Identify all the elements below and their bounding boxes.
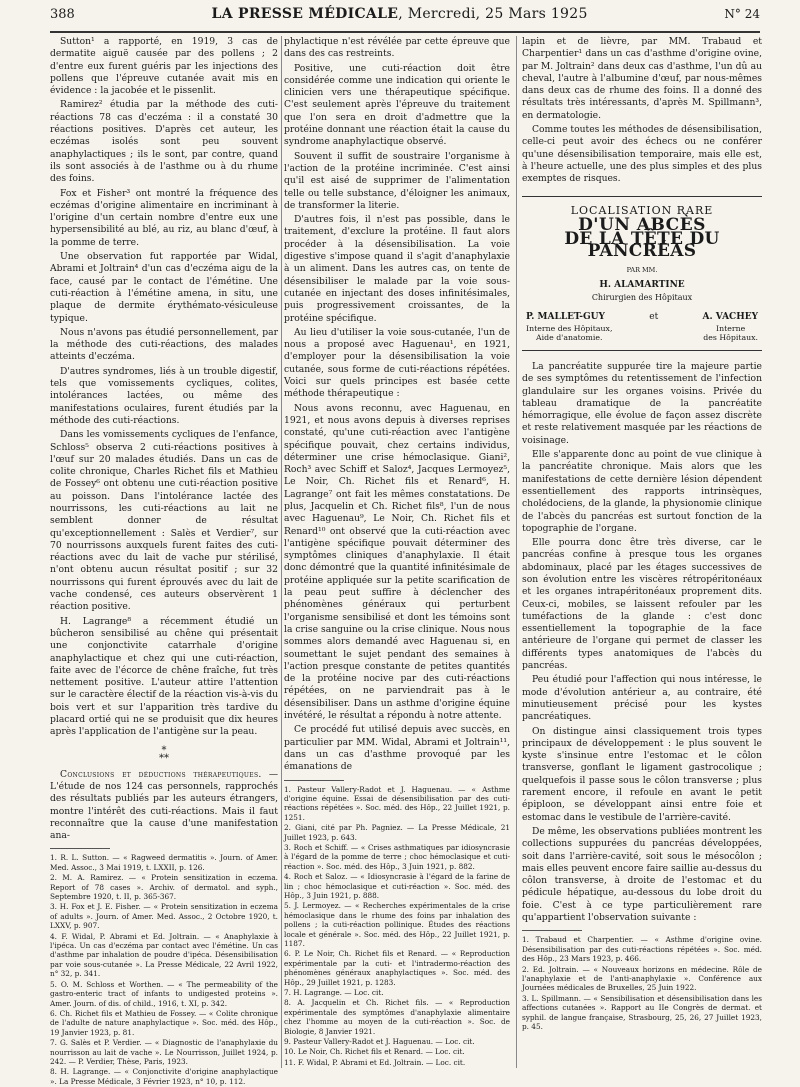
footnote: 5. O. M. Schloss et Worthen. — « The permeability of the gastro-enteric tract of infants to undigested proteins ». Amer. Journ. of dis. of child., 1916, t. XI, p. 342.: [50, 979, 278, 1008]
footnote: 7. G. Salès et P. Verdier. — « Diagnostic de l'anaphylaxie du nourrisson au lait de vache ». Le Nourrisson, Juillet 1924, p. 242. — P. Verdier, Thèse, Paris, 1923.: [50, 1038, 278, 1066]
issue-date: , Mercredi, 25 Mars 1925: [398, 6, 588, 22]
footnote-separator: [50, 848, 110, 849]
issue-number: N° 24: [724, 7, 760, 21]
footnote: 4. Roch et Saloz. — « Idiosyncrasie à l'égard de la farine de lin ; choc hémoclasique et cuti-réaction ». Soc. méd. des Hôp., 3 Juin 1921, p. 888.: [284, 872, 510, 900]
paragraph: Elle s'apparente donc au point de vue clinique à la pancréatite chronique. Mais alors que les manifestations de cette dernière lésion dépendent essentiellement des rapports intrinsèques, cholédociens, de la glande, la physionomie clinique de l'abcès du pancréas est surtout fonction de la topographie de l'organe.: [522, 449, 762, 534]
footnote-separator: [522, 930, 582, 931]
page-number: 388: [50, 7, 75, 22]
paragraph: On distingue ainsi classiquement trois types principaux de développement : le plus souvent le kyste s'insinue entre l'estomac et le côlon transverse, gonflant le ligament gastrocolique ; quelquefois il passe sous le côlon transverse ; plus rarement encore, il refoule en avant le petit épiploon, se développant ainsi entre foie et estomac dans le vestibule de l'arrière-cavité.: [522, 725, 762, 823]
paragraph: Souvent il suffit de soustraire l'organisme à l'action de la protéine incriminée. C'est ainsi qu'il est aisé de supprimer de l'alimentation telle ou telle substance, d'éloigner les animaux, de transformer la literie.: [284, 150, 510, 211]
paragraph: Ramirez² étudia par la méthode des cuti-réactions 78 cas d'eczéma : il a constaté 30 réactions positives. D'après cet auteur, les eczémas isolés sont peu souvent anaphylactiques ; ils le sont, par contre, quand ils sont associés à de l'asthme ou à du rhume des foins.: [50, 99, 278, 185]
paragraph: Fox et Fisher³ ont montré la fréquence des eczémas d'origine alimentaire en incriminant à l'origine d'un certain nombre d'entre eux une hypersensibilité au blé, au riz, au blanc d'œuf, à la pomme de terre.: [50, 187, 278, 248]
author-conjunction: et: [649, 311, 659, 322]
article-title-line-2: DE LA TÊTE DU PANCRÉAS: [564, 229, 720, 262]
paragraph: Peu étudié pour l'affection qui nous intéresse, le mode d'évolution antérieur a, au contraire, été minutieusement précisé pour les kystes pancréatiques.: [522, 674, 762, 723]
footnote: 2. Giani, cité par Ph. Pagniez. — La Presse Médicale, 21 Juillet 1923, p. 643.: [284, 823, 510, 842]
paragraph: lapin et de lièvre, par MM. Trabaud et Charpentier¹ dans un cas d'asthme d'origine ovine, par M. Joltrain² dans deux cas d'asthme, l'un dû au cheval, l'autre à l'albumine d'œuf, par nous-mêmes dans deux cas de rhume des foins. Il a donné des résultats très intéressants, d'après M. Spillmann³, en dermatologie.: [522, 36, 762, 121]
footnote: 9. Pasteur Vallery-Radot et J. Haguenau. — Loc. cit.: [284, 1037, 475, 1047]
footnote: 6. Ch. Richet fils et Mathieu de Fossey. — « Colite chronique de l'adulte de nature anaphylactique ». Soc. méd. des Hôp., 19 Janvier 1923, p. 81.: [50, 1008, 278, 1037]
author-alamartine-role: Chirurgien des Hôpitaux: [591, 293, 693, 303]
footnote: 1. Pasteur Vallery-Radot et J. Haguenau. — « Asthme d'origine équine. Essai de désensibilisation par des cuti-réactions répétées ». Soc. méd. des Hôp., 22 Juillet 1921, p. 1251.: [284, 784, 510, 822]
footnote: 7. H. Lagrange. — Loc. cit.: [284, 988, 384, 998]
column-divider: [281, 36, 282, 1068]
footnote: 8. H. Lagrange. — « Conjonctivite d'origine anaphylactique ». La Presse Médicale, 3 Février 1923, n° 10, p. 112.: [50, 1067, 278, 1086]
footnote: 2. Ed. Joltrain. — « Nouveaux horizons en médecine. Rôle de l'anaphylaxie et de l'anti-anaphylaxie ». Conférence aux Journées médicales de Bruxelles, 25 Juin 1922.: [522, 964, 762, 993]
page-header: [50, 6, 760, 28]
article-kicker: LOCALISATION RARE: [570, 203, 714, 217]
footnote: 2. M. A. Ramirez. — « Protein sensitization in eczema. Report of 78 cases ». Archiv. of dermatol. and syph., Septembre 1920, t. II, p. 365-367.: [50, 873, 278, 902]
column-1: [50, 36, 278, 1087]
journal-title: LA PRESSE MÉDICALE: [211, 6, 399, 22]
paragraph: Ce procédé fut utilisé depuis avec succès, en particulier par MM. Widal, Abrami et Joltrain¹¹, dans un cas d'asthme provoqué par les émanations de: [284, 724, 510, 773]
paragraph: Une observation fut rapportée par Widal, Abrami et Joltrain⁴ d'un cas d'eczéma aigu de la face, causé par le contact de l'émétine. Une cuti-réaction à l'émétine amena, in situ, une plaque de dermite érythémato-vésiculeuse typique.: [50, 251, 278, 324]
paragraph: Elle pourra donc être très diverse, car le pancréas confine à presque tous les organes abdominaux, placé par les étages successives de son évolution entre les viscères rétropéritonéaux et les organes intrapéritonéaux proprement dits. Ceux-ci, mobiles, se laissent refouler par les tuméfactions de la glande : c'est donc essentiellement la topographie de la face antérieure de l'organe qui permet de classer les différents types anatomiques de l'abcès du pancréas.: [522, 537, 762, 672]
section-asterism: * **: [159, 744, 169, 764]
footnote: 8. A. Jacquelin et Ch. Richet fils. — « Reproduction expérimentale des symptômes d'anaphylaxie alimentaire chez l'homme au moyen de la cuti-réaction ». Soc. de Biologie, 8 Janvier 1921.: [284, 998, 510, 1036]
article-title-line-1: D'UN ABCÈS: [578, 214, 706, 235]
running-title: [212, 6, 588, 22]
paragraph: Au lieu d'utiliser la voie sous-cutanée, l'un de nous a proposé avec Haguenau¹, en 1921, d'employer pour la désensibilisation la voie cutanée, sous forme de cuti-réactions répétées. Voici sur quels principes est basée cette méthode thérapeutique :: [284, 326, 510, 400]
author-mallet-guy: P. MALLET-GUY: [526, 311, 605, 322]
paragraph: De même, les observations publiées montrent les collections suppurées du pancréas développées, soit dans l'arrière-cavité, soit sous le mésocôlon ; mais elles peuvent encore faire saillie au-dessus du côlon transverse, à droite de l'estomac et du pédicule hépatique, au-dessous du lobe droit du foie. C'est à ce type particulièrement rare qu'appartient l'observation suivante :: [522, 825, 762, 923]
footnotes: [522, 935, 762, 1031]
footnote: 6. P. Le Noir, Ch. Richet fils et Renard. — « Reproduction expérimentale par la cuti- et l'intradermo-réaction des phénomènes généraux anaphylactiques ». Soc. méd. des Hôp., 29 Juillet 1921, p. 1283.: [284, 949, 510, 987]
author-vachey: A. VACHEY: [702, 311, 758, 322]
footnote: 1. Trabaud et Charpentier. — « Asthme d'origine ovine. Désensibilisation par des cuti-réactions répétées ». Soc. méd. des Hôp., 23 Mars 1923, p. 466.: [522, 935, 762, 964]
paragraph: Nous n'avons pas étudié personnellement, par la méthode des cuti-réactions, des malades atteints d'eczéma.: [50, 326, 278, 363]
paragraph: Dans les vomissements cycliques de l'enfance, Schloss⁵ observa 2 cuti-réactions positives à l'œuf sur 20 malades étudiés. Dans un cas de colite chronique, Charles Richet fils et Mathieu de Fossey⁶ ont obtenu une cuti-réaction positive au poisson. Dans l'intolérance lactée des nourrissons, les cuti-réactions au lait ne semblent donner de résultat qu'exceptionnellement : Salès et Verdier⁷, sur 70 nourrissons auxquels furent faites des cuti-réactions avec du lait de vache pur stérilisé, n'ont obtenu aucun résultat positif ; sur 32 nourrissons qui furent éprouvés avec du lait de vache condensé, ces auteurs observèrent 1 réaction positive.: [50, 429, 278, 613]
conclusion-heading: Conclusions et déductions thérapeutiques.: [60, 768, 262, 780]
footnote: 3. H. Fox et J. E. Fisher. — « Protein sensitization in eczema of adults ». Journ. of Amer. Med. Assoc., 2 Octobre 1920, t. LXXV, p. 907.: [50, 902, 278, 931]
footnote: 11. F. Widal, P. Abrami et Ed. Joltrain. — Loc. cit.: [284, 1057, 466, 1067]
paragraph: La pancréatite suppurée tire la majeure partie de ses symptômes du retentissement de l'infection glandulaire sur les organes voisins. Privée du tableau dramatique de la pancréatite hémorragique, elle évolue de façon assez discrète et reste relativement masquée par les réactions de voisinage.: [522, 360, 762, 446]
footnote: 5. J. Lermoyez. — « Recherches expérimentales de la crise hémoclasique dans le rhume des foins par inhalation des pollens ; la cuti-réaction pollinique. Études des réactions locale et générale ». Soc. méd. des Hôp., 22 Juillet 1921, p. 1187.: [284, 901, 510, 949]
footnote: 1. R. L. Sutton. — « Ragweed dermatitis ». Journ. of Amer. Med. Assoc., 3 Mai 1919, t. LXXII, p. 126.: [50, 853, 278, 872]
footnote-separator: [284, 780, 344, 781]
header-rule: [50, 31, 760, 33]
paragraph: Comme toutes les méthodes de désensibilisation, celle-ci peut avoir des échecs ou ne conférer qu'une désensibilisation temporaire, mais elle est, à l'heure actuelle, une des plus simples et des plus exemptes de risques.: [522, 124, 762, 185]
column-divider: [516, 36, 517, 1068]
author-vachey-role: Interne des Hôpitaux.: [703, 323, 758, 342]
co-authors: [526, 311, 758, 323]
footnote: 4. F. Widal, P. Abrami et Ed. Joltrain. — « Anaphylaxie à l'ipéca. Un cas d'eczéma par contact avec l'émétine. Un cas d'asthme par inhalation de poudre d'ipéca. Désensibilisation par voie sous-cutanée ». La Presse Médicale, 22 Avril 1922, n° 32, p. 341.: [50, 931, 278, 979]
footnote: 3. L. Spillmann. — « Sensibilisation et désensibilisation dans les affections cutanées ». Rapport au IIe Congrès de dermat. et syphil. de langue française, Strasbourg, 25, 26, 27 Juillet 1923, p. 45.: [522, 993, 762, 1031]
footnotes: [50, 853, 278, 1086]
article-heading: [522, 196, 762, 351]
footnote: 3. Roch et Schiff. — « Crises asthmatiques par idiosyncrasie à l'égard de la pomme de terre ; choc hémoclasique et cuti-réaction ». Soc. méd. des Hôp., 3 Juin 1921, p. 882.: [284, 842, 510, 871]
co-author-roles: [526, 324, 758, 342]
byline-par: PAR MM.: [626, 265, 658, 274]
paragraph: Positive, une cuti-réaction doit être considérée comme une indication qui oriente le clinicien vers une thérapeutique spécifique. C'est seulement après l'épreuve du traitement que l'on sera en droit d'admettre que la protéine donnant une réaction était la cause du syndrome anaphylactique observé.: [284, 62, 510, 148]
footnotes: [284, 785, 510, 1068]
column-2: [284, 36, 510, 1068]
paragraph: Sutton¹ a rapporté, en 1919, 3 cas de dermatite aiguë causée par des pollens ; 2 d'entre eux furent guéris par les injections des pollens que l'épreuve cutanée avait mis en évidence : la jacobée et le pissenlit.: [50, 36, 278, 97]
author-alamartine: H. ALAMARTINE: [599, 280, 685, 291]
paragraph: Nous avons reconnu, avec Haguenau, en 1921, et nous avons depuis à diverses reprises constaté, qu'une cuti-réaction avec l'antigène spécifique pouvait, chez certains individus, déterminer une crise hémoclasique. Giani², Roch³ avec Schiff et Saloz⁴, Jacques Lermoyez⁵, Le Noir, Ch. Richet fils et Renard⁶, H. Lagrange⁷ ont fait les mêmes constatations. De plus, Jacquelin et Ch. Richet fils⁸, l'un de nous avec Haguenau⁹, Le Noir, Ch. Richet fils et Renard¹⁰ ont observé que la cuti-réaction avec l'antigène spécifique pouvait déterminer des symptômes cliniques d'anaphylaxie. Il était donc démontré que la quantité infinitésimale de protéine appliquée sur la petite scarification de la peau peut suffire à déclencher des phénomènes généraux qui perturbent l'organisme sensibilisé et dont les témoins sont la crise sanguine ou la crise clinique. Nous nous sommes alors demandé avec Haguenau si, en soumettant le sujet pendant des semaines à l'action presque constante de petites quantités de la protéine nocive par des cuti-réactions répétées, on ne parviendrait pas à le désensibiliser. Dans un asthme d'origine équine invétéré, le résultat a répondu à notre attente.: [284, 402, 510, 722]
paragraph: D'autres fois, il n'est pas possible, dans le traitement, d'exclure la protéine. Il faut alors procéder à la désensibilisation. La voie digestive s'impose quand il s'agit d'anaphylaxie à un aliment. Dans les autres cas, on tente de désensibiliser le malade par la voie sous-cutanée en injectant des doses infinitésimales, puis progressivement croissantes, de la protéine spécifique.: [284, 214, 510, 324]
footnote: 10. Le Noir, Ch. Richet fils et Renard. — Loc. cit.: [284, 1047, 465, 1057]
column-3: [522, 36, 762, 1032]
conclusion-text: — L'étude de nos 124 cas personnels, rapprochés des résultats publiés par les auteurs étrangers, montre l'intérêt des cuti-réactions. Mais il faut reconnaître que la cause d'une manifestation ana-: [50, 768, 278, 842]
paragraph: D'autres syndromes, liés à un trouble digestif, tels que vomissements cycliques, colites, intolérances lactées, ou même des manifestations oculaires, furent étudiés par la méthode des cuti-réactions.: [50, 365, 278, 426]
author-mallet-guy-role: Interne des Hôpitaux, Aide d'anatomie.: [526, 323, 613, 342]
paragraph: phylactique n'est révélée par cette épreuve que dans des cas restreints.: [284, 36, 510, 60]
conclusion-paragraph: [50, 769, 278, 843]
paragraph: H. Lagrange⁸ a récemment étudié un bûcheron sensibilisé au chêne qui présentait une conjonctivite catarrhale d'origine anaphylactique et chez qui une cuti-réaction, faite avec de l'écorce de chêne fraîche, fut très nettement positive. L'auteur attire l'attention sur le caractère électif de la réaction vis-à-vis du bois vert et sur l'apparition très tardive du placard ortié qui ne se produisit que dix heures après l'application de l'antigène sur la peau.: [50, 615, 278, 738]
